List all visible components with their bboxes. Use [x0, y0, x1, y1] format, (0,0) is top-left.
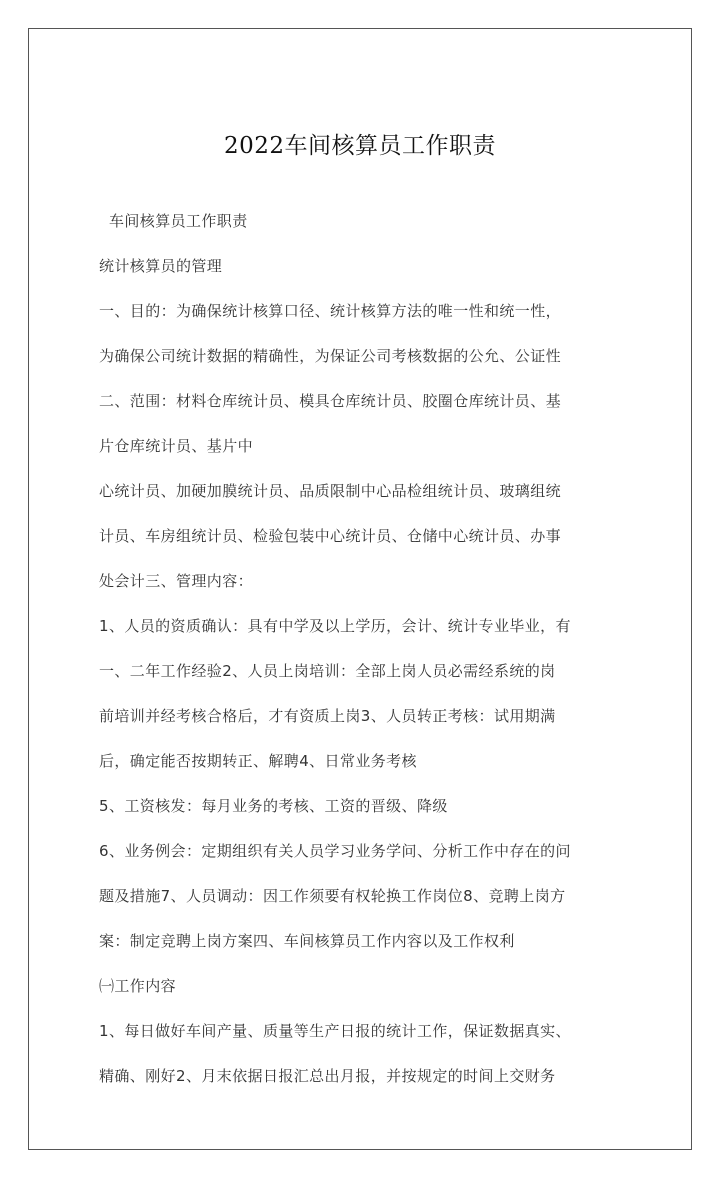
text-line: 一、二年工作经验2、人员上岗培训：全部上岗人员必需经系统的岗 [99, 662, 556, 680]
text-line: 前培训并经考核合格后，才有资质上岗3、人员转正考核：试用期满 [99, 707, 556, 725]
text-line: 统计核算员的管理 [99, 257, 223, 275]
document-body [99, 199, 659, 1099]
text-line: 二、范围：材料仓库统计员、模具仓库统计员、胶圈仓库统计员、基 [99, 392, 562, 410]
text-line: 5、工资核发：每月业务的考核、工资的晋级、降级 [99, 797, 448, 815]
text-line: 计员、车房组统计员、检验包装中心统计员、仓储中心统计员、办事 [99, 527, 562, 545]
document-title: 2022车间核算员工作职责 [223, 133, 497, 159]
text-line: 案：制定竞聘上岗方案四、车间核算员工作内容以及工作权利 [99, 932, 515, 950]
document-page [28, 28, 692, 1150]
text-line: 6、业务例会：定期组织有关人员学习业务学问、分析工作中存在的问 [99, 842, 571, 860]
text-line: ㈠工作内容 [99, 977, 177, 995]
text-line: 一、目的：为确保统计核算口径、统计核算方法的唯一性和统一性， [99, 302, 562, 320]
text-line: 题及措施7、人员调动：因工作须要有权轮换工作岗位8、竞聘上岗方 [99, 887, 566, 905]
text-line: 1、每日做好车间产量、质量等生产日报的统计工作，保证数据真实、 [99, 1022, 571, 1040]
text-line: 处会计三、管理内容： [99, 572, 254, 590]
text-line: 后，确定能否按期转正、解聘4、日常业务考核 [99, 752, 417, 770]
text-line: 心统计员、加硬加膜统计员、品质限制中心品检组统计员、玻璃组统 [99, 482, 562, 500]
text-line: 为确保公司统计数据的精确性，为保证公司考核数据的公允、公证性 [99, 347, 562, 365]
text-line: 片仓库统计员、基片中 [99, 437, 254, 455]
text-line: 精确、刚好2、月末依据日报汇总出月报，并按规定的时间上交财务 [99, 1067, 556, 1085]
text-line: 1、人员的资质确认：具有中学及以上学历，会计、统计专业毕业，有 [99, 617, 571, 635]
text-line: 车间核算员工作职责 [109, 212, 248, 230]
